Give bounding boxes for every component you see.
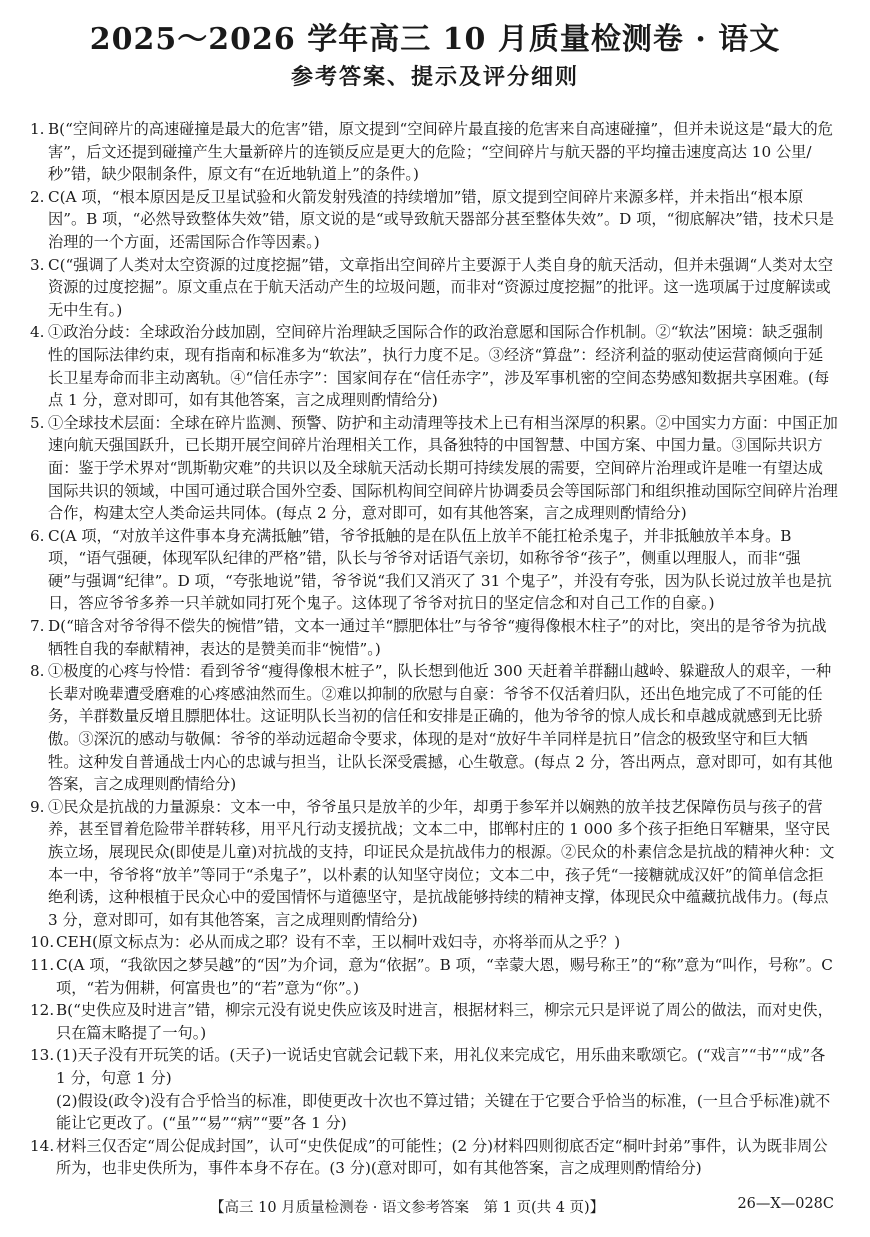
answer-item-1 bbox=[30, 118, 838, 186]
answer-item-4 bbox=[30, 321, 838, 411]
answer-item-2 bbox=[30, 186, 838, 254]
item-number: 2. bbox=[30, 187, 45, 206]
item-number: 10. bbox=[30, 933, 55, 952]
item-text-part-1: (1)天子没有开玩笑的话。(天子)一说话史官就会记载下来，用礼仪来完成它，用乐曲来歌颂它。(“戏言”“书”“成”各 1 分，句意 1 分) bbox=[56, 1046, 826, 1087]
item-text: B(“史佚应及时进言”错，柳宗元没有说史佚应该及时进言，根据材料三，柳宗元只是评说了周公的做法，而对史佚，只在篇末略提了一句。) bbox=[56, 1001, 833, 1042]
answer-item-7 bbox=[30, 615, 838, 660]
item-number: 12. bbox=[30, 1001, 55, 1020]
item-number: 14. bbox=[30, 1136, 55, 1155]
answer-item-14 bbox=[30, 1135, 838, 1180]
item-number: 4. bbox=[30, 323, 45, 342]
item-number: 13. bbox=[30, 1046, 55, 1065]
item-text-part-2: (2)假设(政令)没有合乎恰当的标准，即使更改十次也不算过错；关键在于它要合乎恰当的标准，(一旦合乎标准)就不能让它更改了。(“虽”“易”“病”“要”各 1 分) bbox=[56, 1091, 831, 1133]
item-text: C(A 项，“对放羊这件事本身充满抵触”错，爷爷抵触的是在队伍上放羊不能扛枪杀鬼子，并非抵触放羊本身。B 项，“语气强硬，体现军队纪律的严格”错，队长与爷爷对话语气亲切，如称爷爷“孩子”，侧重以理服人，而非“强硬”与强调“纪律”。D 项，“夸张地说”错，爷爷说“我们又消灭了 31 个鬼子”，并没有夸张，因为队长说过放羊也是抗日，答应爷爷多养一只羊就如同打死个鬼子。这体现了爷爷对抗日的坚定信念和对自己工作的自豪。) bbox=[48, 526, 832, 613]
item-number: 5. bbox=[30, 413, 45, 432]
answer-item-13 bbox=[30, 1044, 838, 1134]
answer-item-3 bbox=[30, 254, 838, 322]
item-number: 9. bbox=[30, 797, 45, 816]
item-text: CEH(原文标点为：必从而成之耶？设有不幸，王以桐叶戏妇寺，亦将举而从之乎？) bbox=[56, 933, 621, 952]
item-number: 7. bbox=[30, 617, 45, 636]
footer-code: 26—X—028C bbox=[737, 1196, 834, 1212]
item-text: ①民众是抗战的力量源泉：文本一中，爷爷虽只是放羊的少年，却勇于参军并以娴熟的放羊技艺保障伤员与孩子的营养，甚至冒着危险带羊群转移，用平凡行动支援抗战；文本二中，邯郸村庄的 1 000 多个孩子拒绝日军糖果，坚守民族立场，展现民众(即使是儿童)对抗战的支持，印证民众是抗战伟力的根源。②民众的朴素信念是抗战的精神火种：文本一中，爷爷将“放羊”等同于“杀鬼子”，以朴素的认知坚守岗位；文本二中，孩子凭“一接糖就成汉奸”的简单信念拒绝利诱，这种根植于民众心中的爱国情怀与道德坚守，是抗战能够持续的精神支撑，体现民众中蕴藏抗战伟力。(每点 3 分，意对即可，如有其他答案，言之成理则酌情给分) bbox=[48, 797, 835, 929]
answer-item-9 bbox=[30, 796, 838, 932]
answer-item-6 bbox=[30, 525, 838, 615]
answer-item-12 bbox=[30, 999, 838, 1044]
item-text: D(“暗含对爷爷得不偿失的惋惜”错，文本一通过羊“膘肥体壮”与爷爷“瘦得像根木柱子”的对比，突出的是爷爷为抗战牺牲自我的奉献精神，表达的是赞美而非“惋惜”。) bbox=[48, 617, 827, 658]
item-text: B(“空间碎片的高速碰撞是最大的危害”错，原文提到“空间碎片最直接的危害来自高速碰撞”，但并未说这是“最大的危害”，后文还提到碰撞产生大量新碎片的连锁反应是更大的危险；“空间碎片与航天器的平均撞击速度高达 10 公里/秒”错，缺少限制条件，原文有“在近地轨道上”的条件。) bbox=[48, 120, 833, 184]
answer-list bbox=[30, 118, 838, 1180]
item-text: C(“强调了人类对太空资源的过度挖掘”错，文章指出空间碎片主要源于人类自身的航天活动，但并未强调“人类对太空资源的过度挖掘”。原文重点在于航天活动产生的垃圾问题，而非对“资源过度挖掘”的批评。这一选项属于过度解读或无中生有。) bbox=[48, 255, 834, 319]
item-text: ①极度的心疼与怜惜：看到爷爷“瘦得像根木桩子”，队长想到他近 300 天赶着羊群翻山越岭、躲避敌人的艰辛，一种长辈对晚辈遭受磨难的心疼感油然而生。②难以抑制的欣慰与自豪：爷爷不仅活着归队，还出色地完成了不可能的任务，羊群数量反增且膘肥体壮。这证明队长当初的信任和安排是正确的，他为爷爷的惊人成长和卓越成就感到无比骄傲。③深沉的感动与敬佩：爷爷的举动远超命令要求，体现的是对“放好牛羊同样是抗日”信念的极致坚守和巨大牺牲。这种发自普通战士内心的忠诚与担当，让队长深受震撼，心生敬意。(每点 2 分，答出两点，意对即可，如有其他答案，言之成理则酌情给分) bbox=[48, 662, 833, 794]
item-number: 6. bbox=[30, 526, 45, 545]
item-number: 3. bbox=[30, 255, 45, 274]
item-text: ①全球技术层面：全球在碎片监测、预警、防护和主动清理等技术上已有相当深厚的积累。②中国实力方面：中国正加速向航天强国跃升，已长期开展空间碎片治理相关工作，具备独特的中国智慧、中国方案、中国力量。③国际共识方面：鉴于学术界对“凯斯勒灾难”的共识以及全球航天活动长期可持续发展的需要，空间碎片治理或许是唯一有望达成国际共识的领域，中国可通过联合国外空委、国际机构间空间碎片协调委员会等国际部门和组织推动国际空间碎片治理合作，构建太空人类命运共同体。(每点 2 分，意对即可，如有其他答案，言之成理则酌情给分) bbox=[48, 413, 838, 523]
item-text: 材料三仅否定“周公促成封国”，认可“史佚促成”的可能性；(2 分)材料四则彻底否定“桐叶封弟”事件，认为既非周公所为，也非史佚所为，事件本身不存在。(3 分)(意对即可，如有其他答案，言之成理则酌情给分) bbox=[56, 1136, 828, 1178]
page-title: 2025～2026 学年高三 10 月质量检测卷 · 语文 bbox=[89, 22, 781, 57]
item-number: 8. bbox=[30, 662, 45, 681]
answer-item-10 bbox=[30, 931, 838, 954]
item-text: ①政治分歧：全球政治分歧加剧，空间碎片治理缺乏国际合作的政治意愿和国际合作机制。②“软法”困境：缺乏强制性的国际法律约束，现有指南和标准多为“软法”，执行力度不足。③经济“算盘”：经济利益的驱动使运营商倾向于延长卫星寿命而非主动离轨。④“信任赤字”：国家间存在“信任赤字”，涉及军事机密的空间态势感知数据共享困难。(每点 1 分，意对即可，如有其他答案，言之成理则酌情给分) bbox=[48, 323, 830, 410]
page-footer bbox=[0, 1196, 870, 1220]
footer-page-info: 【高三 10 月质量检测卷 · 语文参考答案 第 1 页(共 4 页)】 bbox=[210, 1200, 605, 1216]
answer-item-11 bbox=[30, 954, 838, 999]
item-number: 1. bbox=[30, 120, 45, 138]
item-text: C(A 项，“我欲因之梦吴越”的“因”为介词，意为“依据”。B 项，“幸蒙大恩，赐号称王”的“称”意为“叫作，号称”。C 项，“若为佣耕，何富贵也”的“若”意为“你”。) bbox=[56, 955, 833, 997]
page-subtitle: 参考答案、提示及评分细则 bbox=[290, 64, 579, 90]
item-text: C(A 项，“根本原因是反卫星试验和火箭发射残渣的持续增加”错，原文提到空间碎片来源多样，并未指出“根本原因”。B 项，“必然导致整体失效”错，原文说的是“或导致航天器部分甚至整体失效”。D 项，“彻底解决”错，技术只是治理的一个方面，还需国际合作等因素。) bbox=[48, 187, 834, 251]
answer-item-5 bbox=[30, 412, 838, 525]
answer-item-8 bbox=[30, 660, 838, 796]
item-number: 11. bbox=[30, 955, 55, 974]
